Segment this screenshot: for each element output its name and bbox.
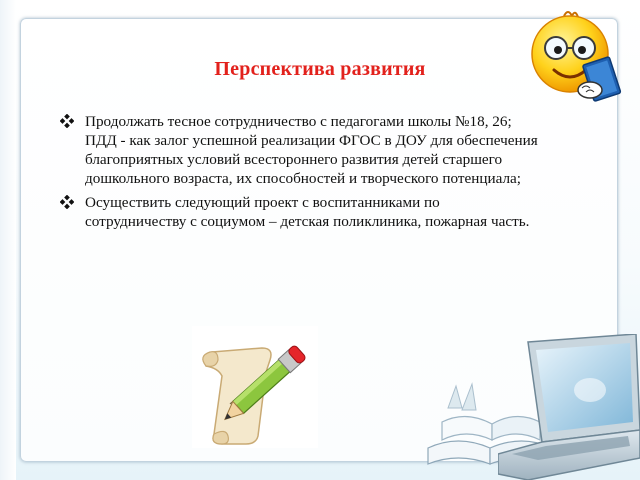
bullet-list (60, 112, 538, 236)
diamond-bullet-icon (60, 195, 74, 209)
bullet-item (60, 193, 538, 231)
diamond-bullet-icon (60, 114, 74, 128)
scroll-with-pencil-icon (192, 326, 318, 448)
bullet-item (60, 112, 538, 188)
bullet-text: Продолжать тесное сотрудничество с педагогами школы №18, 26; ПДД - как залог успешной реализации ФГОС в ДОУ для обеспечения благоприятных условий всестороннего развития детей старшего дошкольного возраста, их способностей и творческого потенциала; (85, 113, 538, 187)
bullet-text: Осуществить следующий проект с воспитанниками по сотрудничеству с социумом – детская поликлиника, пожарная часть. (85, 194, 530, 230)
laptop-icon (498, 334, 640, 480)
smiley-with-glasses-and-book-icon (520, 8, 632, 112)
slide-title: Перспектива развития (214, 58, 426, 80)
